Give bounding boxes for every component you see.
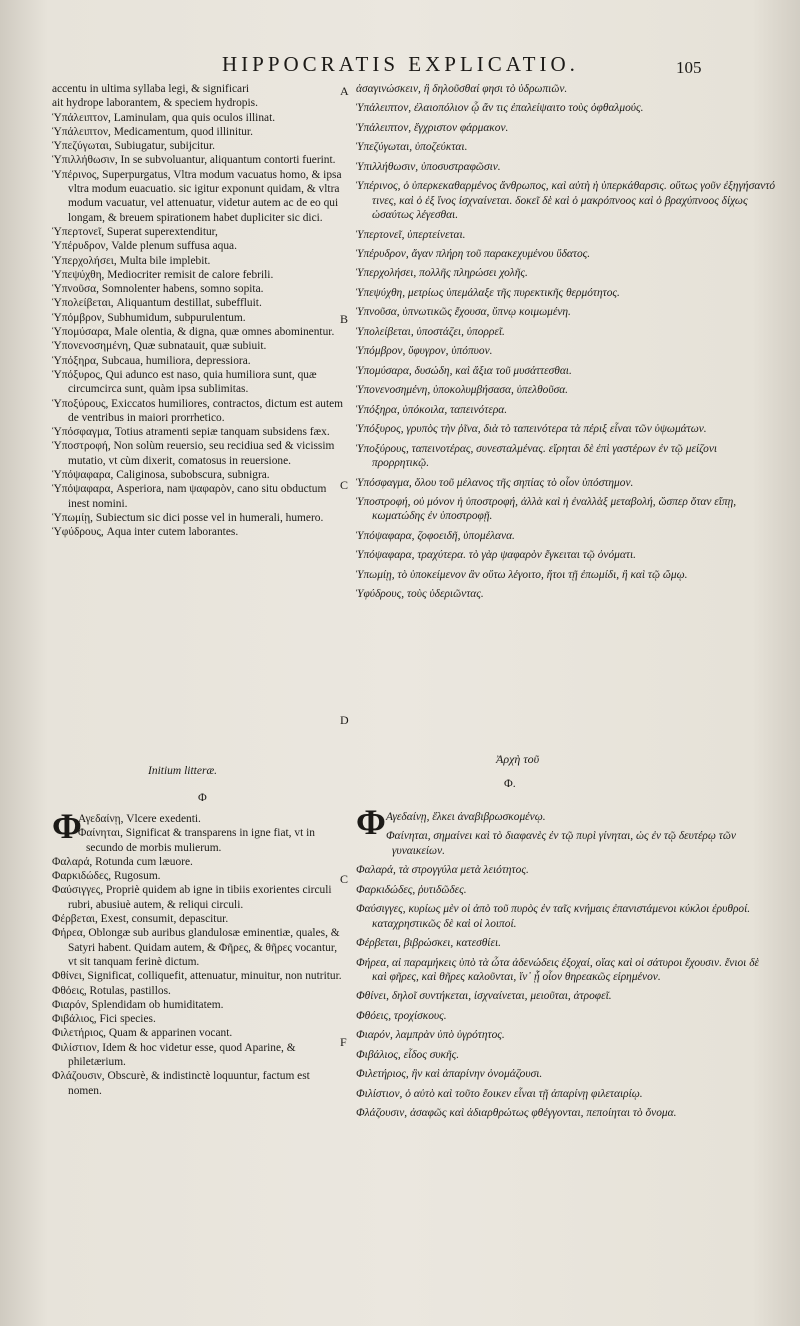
left-entry: Ὑπεψύχθη, Mediocriter remisit de calore febrili.	[52, 268, 274, 281]
right-entry: Ὑπάλειπτον, ἔγχριστον φάρμακον.	[356, 121, 509, 134]
right-entry: Ὑποστροφή, οὐ μόνον ἡ ὑποστροφή, ἀλλὰ καὶ ἡ ἐναλλὰξ μεταβολή, ὥσπερ ὅταν εἴπῃ, κωματώδης ἐν ὑποστροφῇ.	[356, 496, 737, 523]
left-entry: Ὑπωμίῃ, Subiectum sic dici posse vel in humerali, humero.	[52, 511, 324, 524]
right-entry: Ὑπέρινος, ὁ ὑπερκεκαθαρμένος ἄνθρωπος, καὶ αὐτὴ ἡ ὑπερκάθαρσις. οὕτως γοῦν ἐξηγήσαντό τινες, καὶ ὁ ἐξ ἴνος ἰσχναίνεται. δοκεῖ δὲ καὶ ὁ μακρόπνοος καὶ ὁ βραχύπνοος δίχως ὡσαύτως λέγεσθαι.	[356, 180, 776, 222]
right-entry: Φαρκιδώδες, ῥυτιδῶδες.	[356, 883, 467, 896]
left-section-letter: Φ	[198, 790, 207, 804]
left-entry: Φιλετήριος, Quam & apparinen vocant.	[52, 1027, 233, 1040]
left-entry: Ὑπόξηρα, Subcaua, humiliora, depressiora.	[52, 354, 251, 367]
right-entry: Ὑπνοῦσα, ὑπνωτικῶς ἔχουσα, ὕπνῳ κοιμωμένη.	[356, 306, 571, 319]
right-entry: Ὑπόψαφαρα, τραχύτερα. τὸ γὰρ ψαφαρὸν ἔγκειται τῷ ὀνόματι.	[356, 549, 636, 562]
margin-marker-f: F	[340, 1035, 347, 1049]
page-number: 105	[676, 58, 702, 77]
left-entry: accentu in ultima syllaba legi, & significari	[52, 83, 250, 95]
right-entry: Ὑποξύρους, ταπεινοτέρας, συνεσταλμένας. εἴρηται δὲ ἐπὶ γαστέρων ἐν τῷ μείζονι προρρητικῷ.	[356, 442, 718, 470]
right-entry: Ὑπόξυρος, γρυπὸς τὴν ῥῖνα, διὰ τὸ ταπεινότερα τὰ πέριξ εἶναι τῶν ὑψωμάτων.	[356, 423, 707, 436]
left-entry: Φθόεις, Rotulas, pastillos.	[52, 984, 171, 997]
right-entry: Ὑπερχολήσει, πολλῆς πληρώσει χολῆς.	[356, 267, 528, 280]
left-entry: Φθίνει, Significat, colliquefit, attenuatur, minuitur, non nutritur.	[52, 970, 342, 983]
right-entry: Ὑφύδρους, τοὺς ὑδεριῶντας.	[356, 588, 484, 601]
left-entry: Ὑπερχολήσει, Multa bile implebit.	[52, 254, 211, 267]
left-entry: Ὑπιλλήθωσιν, In se subvoluantur, aliquantum contorti fuerint.	[52, 154, 336, 167]
right-entry: Ὑπόψαφαρα, ζοφοειδῆ, ὑπομέλανα.	[356, 529, 515, 542]
margin-marker-c2: C	[340, 872, 349, 886]
right-entry: Φιλετήριος, ἣν καὶ ἀπαρίνην ὀνομάζουσι.	[356, 1068, 543, 1081]
margin-marker-b: B	[340, 312, 349, 326]
right-entry: Φέρβεται, βιβρώσκει, κατεσθίει.	[356, 937, 501, 950]
right-entry: Φήρεα, αἱ παραμήκεις ὑπὸ τὰ ὦτα ἀδενώδεις ἐξοχαί, οἵας καὶ οἱ σάτυροι ἔχουσιν. ἔνιοι δὲ καὶ φῆρες, καὶ θῆρες καλοῦνται, ἵν᾽ ᾖ οἷον θηρεακῶς εἰρημένον.	[356, 956, 759, 983]
left-entry: Ὑφύδρους, Aqua inter cutem laborantes.	[52, 526, 239, 539]
left-entry: Φέρβεται, Exest, consumit, depascitur.	[52, 913, 229, 926]
right-entry: Ὑπεψύχθη, μετρίως ὑπεμάλαξε τῆς πυρεκτικῆς θερμότητος.	[356, 286, 620, 299]
right-entry: Ὑπάλειπτον, ἐλαιοπόλιον ᾧ ἄν τις ἐπαλείψαιτο τοὺς ὀφθαλμούς.	[356, 102, 644, 115]
left-entry: Φήρεα, Oblongæ sub auribus glandulosæ eminentiæ, quales, & Satyri habent. Quidam autem, & Φῆρες, & θῆρες vocantur, vt sit tanquam ferinè dictum.	[52, 927, 340, 968]
left-entry: Ὑπόψαφαρα, Caliginosa, subobscura, subnigra.	[52, 469, 270, 482]
left-entry: Ὑπάλειπτον, Laminulam, qua quis oculos illinat.	[52, 111, 276, 124]
right-entry: Φαλαρά, τὰ στρογγύλα μετὰ λειότητος.	[356, 864, 529, 877]
right-entry: Ὑπολείβεται, ὑποστάζει, ὑπορρεῖ.	[356, 325, 505, 338]
left-entry: Ὑπέρινος, Superpurgatus, Vltra modum vacuatus homo, & ipsa vltra modum euacuatio. sic igitur exponunt quidam, & vltra modum vacuatur, vel attenuatur, videtur autem ac de eo qui longam, & breuem spirationem habet dupliciter sic dici.	[52, 168, 342, 224]
right-entry: Φαύσιγγες, κυρίως μὲν οἱ ἀπὸ τοῦ πυρὸς ἐν ταῖς κνήμαις ἐπανιστάμενοι κύκλοι ἐρυθροί. καταχρηστικῶς δὲ καὶ οἱ λοιποί.	[356, 903, 751, 930]
left-entry: Φαλαρά, Rotunda cum læuore.	[52, 855, 193, 868]
left-entry: Ὑπέρυδρον, Valde plenum suffusa aqua.	[52, 240, 237, 253]
right-entry: Φθόεις, τροχίσκους.	[356, 1009, 447, 1022]
right-entry: Ὑπόμβρον, ὕφυγρον, ὑπόπυον.	[356, 345, 493, 358]
left-entry: Ὑπόξυρος, Qui adunco est naso, quia humiliora sunt, quæ circumcirca sunt, quàm ipsa sublimitas.	[52, 368, 317, 396]
left-entry: Ὑπεζύγωται, Subiugatur, subijcitur.	[52, 140, 215, 153]
left-entry: Ὑπερτονεῖ, Superat superextenditur,	[52, 225, 218, 238]
right-entry: Ὑπερτονεῖ, ὑπερτείνεται.	[356, 228, 466, 241]
left-column-entries-1	[52, 82, 344, 540]
left-entry: Αγεδαίνῃ, Vlcere exedenti.	[78, 813, 201, 825]
right-dropcap: Φ	[356, 802, 386, 842]
right-entry: Ὑπεζύγωται, ὑποζεύκται.	[356, 141, 468, 154]
right-section-letter: Φ.	[504, 776, 516, 790]
left-entry: Ὑπόμβρον, Subhumidum, subpurulentum.	[52, 311, 246, 324]
right-entry: Φιλίστιον, ὁ αὐτὸ καὶ τοῦτο ἔοικεν εἶναι τῇ ἀπαρίνῃ φιλεταιρίῳ.	[356, 1087, 643, 1100]
left-entry: ait hydrope laborantem, & speciem hydropis.	[52, 97, 258, 110]
right-entry: Ὑπέρυδρον, ἄγαν πλήρη τοῦ παρακεχυμένου ὕδατος.	[356, 247, 591, 260]
margin-marker-a: A	[340, 84, 349, 98]
left-entry: Ὑπόσφαγμα, Totius atramenti sepiæ tanquam subsidens fæx.	[52, 426, 330, 439]
left-entry: Φλάζουσιν, Obscurè, & indistinctè loquuntur, factum est nomen.	[52, 1070, 310, 1097]
right-entry: ἀσαγινώσκειν, ἢ δηλοῦσθαί φησι τὸ ὑδρωπιῶν.	[356, 83, 568, 95]
left-section-title: Initium litteræ.	[148, 765, 217, 777]
right-section-title: Ἀρχὴ τοῦ	[496, 752, 540, 766]
left-entry: Ὑπομύσαρα, Male olentia, & digna, quæ omnes abominentur.	[52, 326, 335, 339]
left-entry: Φιβάλιος, Fici species.	[52, 1013, 156, 1026]
left-dropcap: Φ	[52, 806, 82, 846]
right-entry: Ὑπωμίῃ, τὸ ὑποκείμενον ἂν οὕτω λέγοιτο, ἤτοι τῇ ἐπωμίδι, ἢ καὶ τῷ ὤμῳ.	[356, 568, 688, 581]
right-entry: Φαίνηται, σημαίνει καὶ τὸ διαφανὲς ἐν τῷ πυρὶ γίνηται, ὡς ἐν τῷ δευτέρῳ τῶν γυναικείων.	[386, 830, 736, 857]
left-entry: Φαίνηται, Significat & transparens in igne fiat, vt in secundo de morbis mulierum.	[78, 827, 315, 854]
left-entry: Φαρκιδώδες, Rugosum.	[52, 870, 161, 883]
margin-marker-d: D	[340, 713, 349, 727]
left-entry: Ὑπολείβεται, Aliquantum destillat, subeffluit.	[52, 297, 262, 310]
running-head: HIPPOCRATIS EXPLICATIO.	[222, 52, 579, 76]
right-entry: Ὑπόσφαγμα, ὅλου τοῦ μέλανος τῆς σηπίας τὸ οἷον ὑπόστημον.	[356, 476, 634, 489]
left-entry: Φιαρόν, Splendidam ob humiditatem.	[52, 998, 224, 1011]
right-entry: Αγεδαίνῃ, ἕλκει ἀναβιβρωσκομένῳ.	[386, 811, 546, 823]
margin-marker-c: C	[340, 478, 349, 492]
left-entry: Ὑπόψαφαρα, Asperiora, nam ψαφαρὸν, cano situ obductum inest nomini.	[52, 483, 327, 510]
left-entry: Ὑπονενοσημένη, Quæ subnatauit, quæ subiuit.	[52, 340, 267, 353]
right-entry: Φιαρόν, λαμπρὰν ὑπὸ ὑγρότητος.	[356, 1029, 505, 1042]
right-column-entries-2	[356, 810, 776, 1126]
right-entry: Φιβάλιος, εἶδος συκῆς.	[356, 1048, 460, 1061]
right-entry: Φλάζουσιν, ἀσαφῶς καὶ ἀδιαρθρώτως φθέγγονται, πεποίηται τὸ ὄνομα.	[356, 1107, 677, 1120]
left-entry: Ὑποξύρους, Exiccatos humiliores, contractos, dictum est autem de ventribus in maiori prorrhetico.	[52, 397, 344, 424]
left-entry: Ὑπνοῦσα, Somnolenter habens, somno sopita.	[52, 283, 264, 296]
left-entry: Φιλίστιον, Idem & hoc videtur esse, quod Aparine, & philetærium.	[52, 1041, 296, 1069]
left-entry: Ὑπάλειπτον, Medicamentum, quod illinitur.	[52, 125, 253, 138]
right-entry: Ὑπόξηρα, ὑπόκοιλα, ταπεινότερα.	[356, 403, 508, 416]
right-column-entries-1	[356, 82, 776, 607]
left-entry: Ὑποστροφή, Non solùm reuersio, seu recidiua sed & vicissim mutatio, vt cùm dixerit, comatosus in reuersione.	[52, 440, 335, 467]
right-entry: Ὑπομύσαρα, δυσώδη, καὶ ἄξια τοῦ μυσάττεσθαι.	[356, 364, 572, 377]
left-column-entries-2	[52, 812, 344, 1098]
left-entry: Φαύσιγγες, Propriè quidem ab igne in tibiis exorientes circuli rubri, abusiuè autem, & reliqui circuli.	[52, 884, 332, 911]
right-entry: Ὑπιλλήθωσιν, ὑποσυστραφῶσιν.	[356, 160, 501, 173]
right-entry: Φθίνει, δηλοῖ συντήκεται, ἰσχναίνεται, μειοῦται, ἀτροφεῖ.	[356, 990, 612, 1003]
right-entry: Ὑπονενοσημένη, ὑποκολυμβήσασα, ὑπελθοῦσα.	[356, 384, 569, 397]
